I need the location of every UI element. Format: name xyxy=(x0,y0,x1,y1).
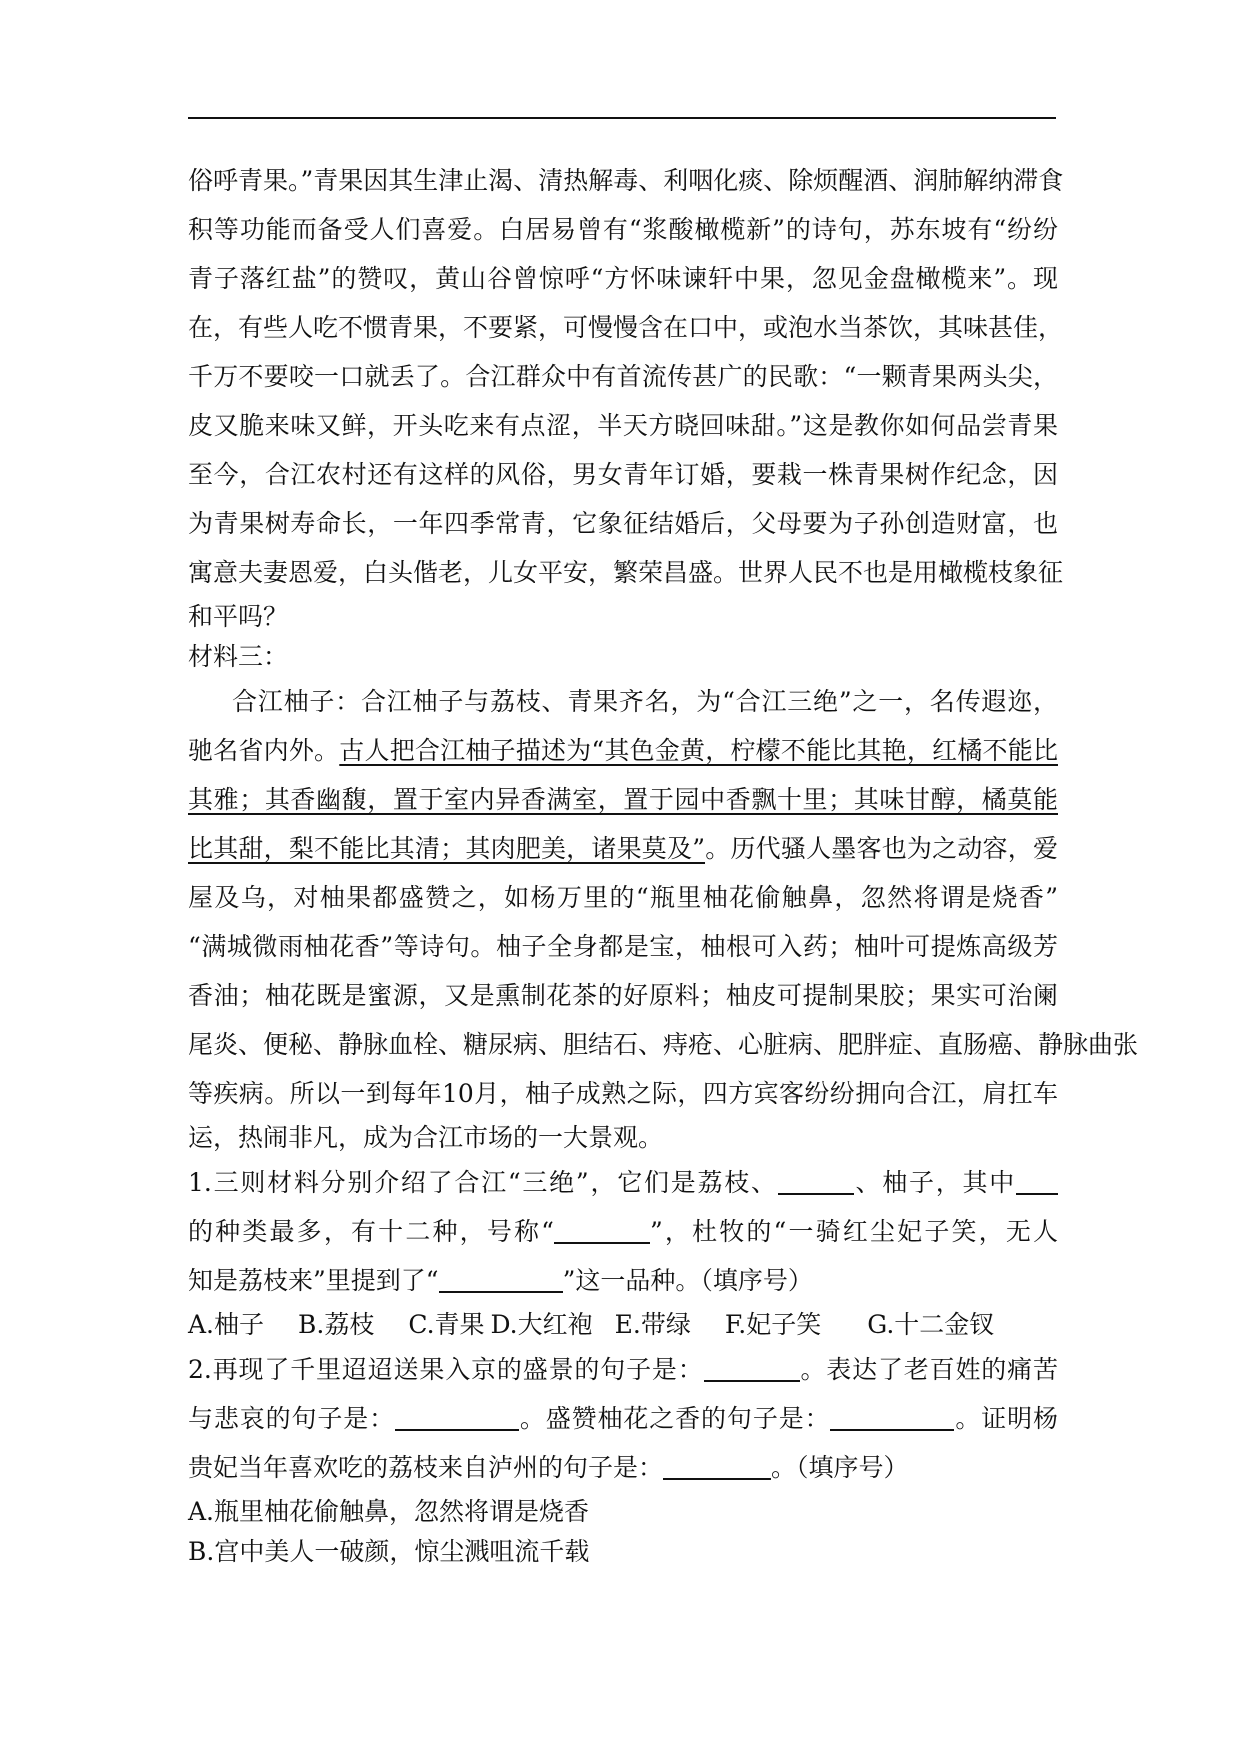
material-3-paragraph xyxy=(188,677,1139,1158)
text-line xyxy=(188,1207,1058,1256)
option-c: C.青果 xyxy=(408,1310,485,1339)
text-line: 尾炎、便秘、静脉血栓、糖尿病、胆结石、痔疮、心脏病、肥胖症、直肠癌、静脉曲张 xyxy=(188,1030,1139,1059)
underlined-quote: 其雅；其香幽馥，置于室内异香满室，置于园中香飘十里；其味甘醇，橘莫能 xyxy=(188,785,1058,814)
answer-blank[interactable] xyxy=(663,1477,771,1480)
text-line xyxy=(188,1256,1058,1305)
answer-blank[interactable] xyxy=(554,1241,650,1244)
plain-text: 驰名省内外。 xyxy=(188,736,340,765)
option-b: B.荔枝 xyxy=(298,1310,375,1339)
plain-text: 。历代骚人墨客也为之动容，爱 xyxy=(705,834,1058,863)
text-line xyxy=(188,1394,1058,1443)
option-f: F.妃子笑 xyxy=(724,1310,822,1339)
text-line xyxy=(188,1443,1058,1492)
text-line: 至今，合江农村还有这样的风俗，男女青年订婚，要栽一株青果树作纪念，因 xyxy=(188,460,1058,489)
answer-blank[interactable] xyxy=(704,1379,800,1382)
text-line: 运，热闹非凡，成为合江市场的一大景观。 xyxy=(188,1123,664,1152)
option-g: G.十二金钗 xyxy=(867,1310,995,1339)
header-rule xyxy=(188,117,1056,119)
question-text: 1.三则材料分别介绍了合江“三绝”，它们是荔枝、 xyxy=(188,1168,778,1197)
text-line xyxy=(188,726,1058,775)
text-line: 合江柚子：合江柚子与荔枝、青果齐名，为“合江三绝”之一，名传遐迩， xyxy=(232,687,1058,716)
option-d: D.大红袍 xyxy=(490,1310,593,1339)
question-text: 。表达了老百姓的痛苦 xyxy=(799,1355,1058,1384)
material-3-heading: 材料三： xyxy=(188,642,289,671)
question-1 xyxy=(188,1158,1058,1345)
text-line: 皮又脆来味又鲜，开头吃来有点涩，半天方晓回味甜。”这是教你如何品尝青果 xyxy=(188,411,1058,440)
question-text: 知是荔枝来”里提到了“ xyxy=(188,1266,439,1295)
option-a: A.瓶里柚花偷触鼻，忽然将谓是烧香 xyxy=(188,1497,590,1526)
question-text: 贵妃当年喜欢吃的荔枝来自泸州的句子是： xyxy=(188,1453,664,1482)
question-text: 2.再现了千里迢迢送果入京的盛景的句子是： xyxy=(188,1355,704,1384)
option-b: B.宫中美人一破颜，惊尘溅咀流千载 xyxy=(188,1537,590,1566)
question-text: 的种类最多，有十二种，号称“ xyxy=(188,1217,554,1246)
answer-blank[interactable] xyxy=(778,1192,854,1195)
question-text: ”，杜牧的“一骑红尘妃子笑，无人 xyxy=(649,1217,1058,1246)
text-line: 在，有些人吃不惯青果，不要紧，可慢慢含在口中，或泡水当茶饮，其味甚佳， xyxy=(188,313,1064,342)
text-line: 等疾病。所以一到每年10月，柚子成熟之际，四方宾客纷纷拥向合江，肩扛车 xyxy=(188,1079,1058,1108)
text-line xyxy=(188,775,1058,824)
answer-blank[interactable] xyxy=(1016,1192,1058,1195)
document-body xyxy=(188,156,1139,1572)
option-a: A.柚子 xyxy=(188,1310,265,1339)
option-e: E.带绿 xyxy=(614,1310,691,1339)
underlined-quote: 比其甜，梨不能比其清；其肉肥美，诸果莫及” xyxy=(188,834,706,863)
answer-blank[interactable] xyxy=(395,1428,519,1431)
text-line: 寓意夫妻恩爱，白头偕老，儿女平安，繁荣昌盛。世界人民不也是用橄榄枝象征 xyxy=(188,558,1064,587)
text-line: 千万不要咬一口就丢了。合江群众中有首流传甚广的民歌：“一颗青果两头尖， xyxy=(188,362,1058,391)
question-2 xyxy=(188,1345,1058,1572)
text-line: 青子落红盐”的赞叹，黄山谷曾惊呼“方怀味谏轩中果，忽见金盘橄榄来”。现 xyxy=(188,264,1058,293)
text-line: 俗呼青果。”青果因其生津止渴、清热解毒、利咽化痰、除烦醒酒、润肺解纳滞食 xyxy=(188,166,1064,195)
text-line: 为青果树寿命长，一年四季常青，它象征结婚后，父母要为子孙创造财富，也 xyxy=(188,509,1058,538)
answer-blank[interactable] xyxy=(439,1290,563,1293)
answer-blank[interactable] xyxy=(830,1428,954,1431)
text-line: 和平吗？ xyxy=(188,602,289,631)
text-line: 积等功能而备受人们喜爱。白居易曾有“浆酸橄榄新”的诗句，苏东坡有“纷纷 xyxy=(188,215,1058,244)
question-text: ”这一品种。（填序号） xyxy=(562,1266,813,1295)
text-line: “满城微雨柚花香”等诗句。柚子全身都是宝，柚根可入药；柚叶可提炼高级芳 xyxy=(188,932,1058,961)
question-text: 。盛赞柚花之香的句子是： xyxy=(519,1404,831,1433)
question-text: 。（填序号） xyxy=(771,1453,909,1482)
text-line xyxy=(188,1158,1058,1207)
text-line: 屋及乌，对柚果都盛赞之，如杨万里的“瓶里柚花偷触鼻，忽然将谓是烧香” xyxy=(188,883,1058,912)
underlined-quote: 古人把合江柚子描述为“其色金黄，柠檬不能比其艳，红橘不能比 xyxy=(339,736,1058,765)
question-text: 、柚子，其中 xyxy=(853,1168,1016,1197)
text-line xyxy=(188,824,1058,873)
text-line: 香油；柚花既是蜜源，又是熏制花茶的好原料；柚皮可提制果胶；果实可治阑 xyxy=(188,981,1058,1010)
material-2-paragraph xyxy=(188,156,1064,637)
question-text: 。证明杨 xyxy=(954,1404,1058,1433)
options-row xyxy=(188,1305,1058,1345)
question-text: 与悲哀的句子是： xyxy=(188,1404,396,1433)
text-line xyxy=(188,1345,1058,1394)
